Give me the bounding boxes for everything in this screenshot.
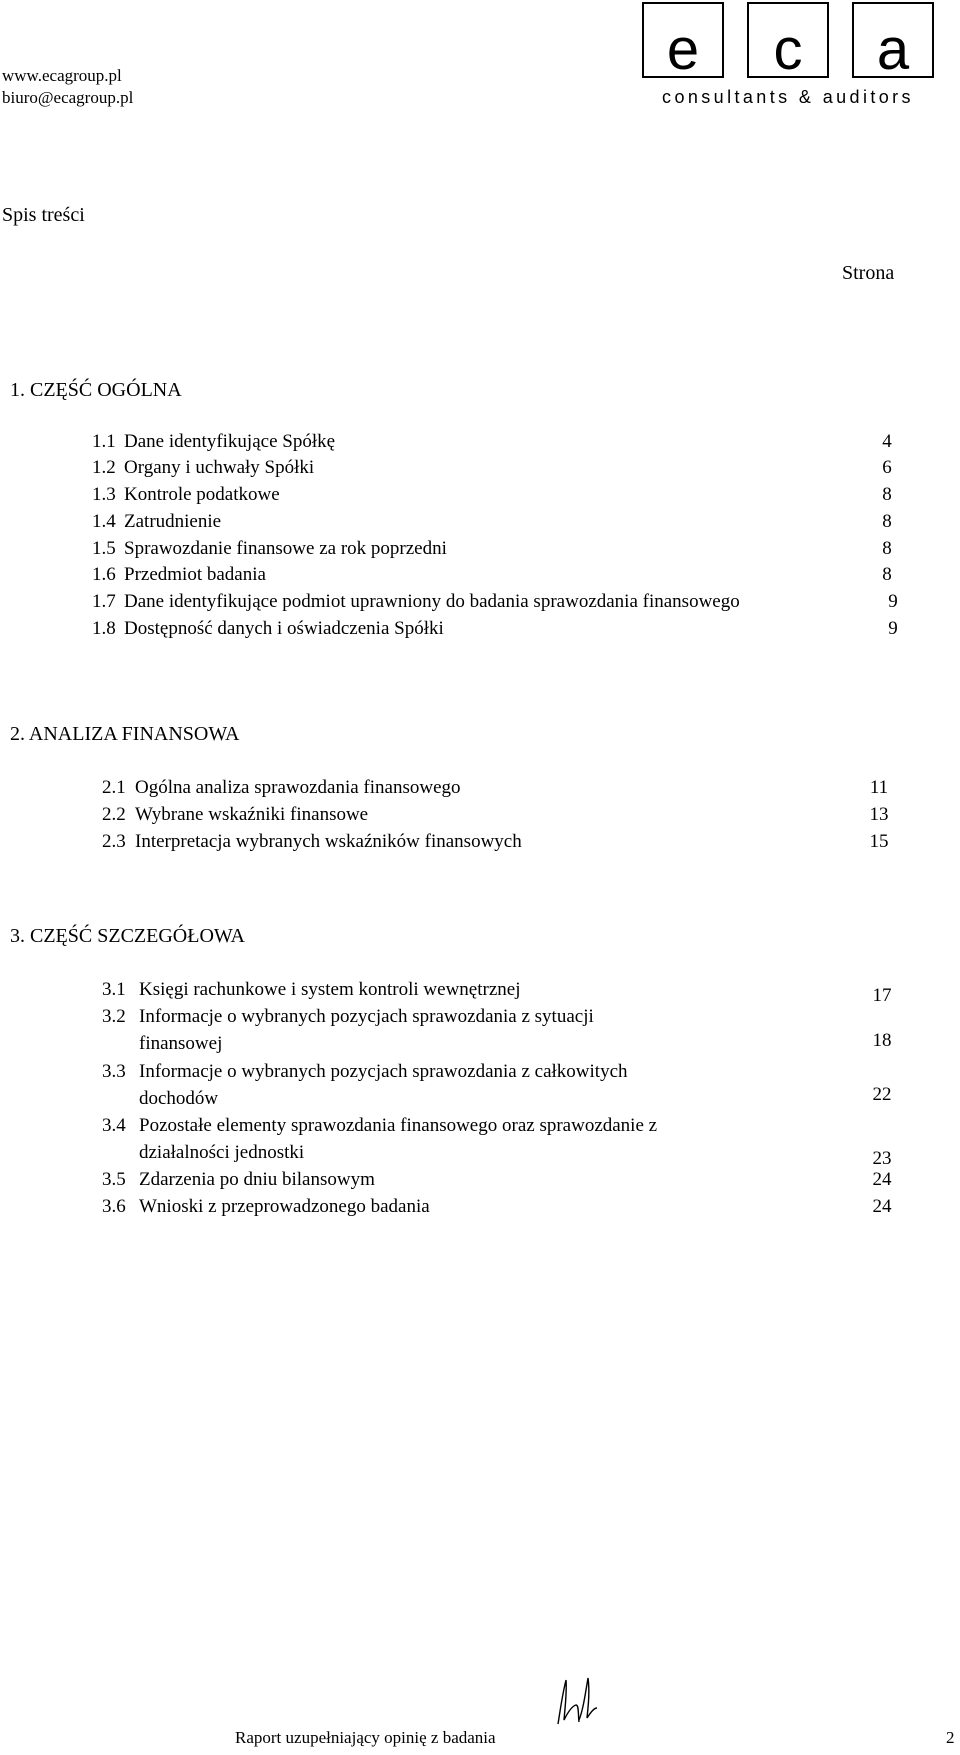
toc-item-page: 18 xyxy=(872,1030,892,1051)
toc-item-page: 22 xyxy=(872,1084,892,1105)
toc-item-number: 3.5 xyxy=(102,1169,126,1190)
section-heading-2: 2. ANALIZA FINANSOWA xyxy=(10,723,240,745)
toc-item-page: 11 xyxy=(869,777,889,798)
toc-item-number: 3.3 xyxy=(102,1061,126,1082)
toc-item-text: Księgi rachunkowe i system kontroli wewnętrznej xyxy=(139,979,521,1000)
logo-letter-a: a xyxy=(876,17,910,82)
toc-item-number: 3.1 xyxy=(102,979,126,1000)
toc-item-number: 1.4 xyxy=(92,511,116,532)
toc-item-page: 9 xyxy=(888,591,898,612)
logo-box-a xyxy=(852,2,934,82)
toc-item-text: Kontrole podatkowe xyxy=(124,484,280,505)
footer-report-title: Raport uzupełniający opinię z badania xyxy=(235,1728,496,1747)
toc-item-text: Zdarzenia po dniu bilansowym xyxy=(139,1169,375,1190)
toc-item-text: Dane identyfikujące podmiot uprawniony do badania sprawozdania finansowego xyxy=(124,591,740,612)
logo-letter-e: e xyxy=(666,17,700,82)
toc-item-text: Wnioski z przeprowadzonego badania xyxy=(139,1196,430,1217)
toc-item-page: 24 xyxy=(872,1169,892,1190)
company-logo xyxy=(642,2,934,112)
toc-item-text: Ogólna analiza sprawozdania finansowego xyxy=(135,777,461,798)
toc-item-number: 1.3 xyxy=(92,484,116,505)
toc-item-text-continued: dochodów xyxy=(139,1088,219,1109)
toc-item-number: 3.4 xyxy=(102,1115,126,1136)
toc-item-text-continued: działalności jednostki xyxy=(139,1142,305,1163)
toc-item-page: 8 xyxy=(882,564,892,585)
toc-item-page: 17 xyxy=(872,985,892,1006)
logo-box-e xyxy=(642,2,724,82)
page-title: Spis treści xyxy=(2,204,85,226)
toc-item-page: 4 xyxy=(882,431,892,452)
toc-item-number: 1.2 xyxy=(92,457,116,478)
toc-item-text: Dostępność danych i oświadczenia Spółki xyxy=(124,618,444,639)
section-heading-3: 3. CZĘŚĆ SZCZEGÓŁOWA xyxy=(10,925,245,947)
logo-box-c xyxy=(747,2,829,82)
toc-item-number: 2.1 xyxy=(102,777,126,798)
toc-item-number: 1.1 xyxy=(92,431,116,452)
toc-item-text: Informacje o wybranych pozycjach sprawozdania z całkowitych xyxy=(139,1061,628,1082)
toc-item-text: Sprawozdanie finansowe za rok poprzedni xyxy=(124,538,447,559)
toc-item-page: 9 xyxy=(888,618,898,639)
toc-item-text: Organy i uchwały Spółki xyxy=(124,457,315,478)
toc-item-text: Informacje o wybranych pozycjach sprawozdania z sytuacji xyxy=(139,1006,594,1027)
toc-item-page: 15 xyxy=(869,831,889,852)
toc-item-page: 8 xyxy=(882,484,892,505)
toc-item-page: 8 xyxy=(882,538,892,559)
logo-tagline: consultants & auditors xyxy=(662,87,914,107)
toc-item-number: 1.5 xyxy=(92,538,116,559)
website-link[interactable]: www.ecagroup.pl xyxy=(2,66,122,85)
logo-letter-c: c xyxy=(773,17,803,82)
toc-item-page: 23 xyxy=(872,1148,892,1169)
toc-item-page: 8 xyxy=(882,511,892,532)
email-link[interactable]: biuro@ecagroup.pl xyxy=(2,88,134,107)
toc-item-text: Dane identyfikujące Spółkę xyxy=(124,431,336,452)
toc-item-text: Zatrudnienie xyxy=(124,511,222,532)
toc-item-number: 3.6 xyxy=(102,1196,126,1217)
toc-item-text: Interpretacja wybranych wskaźników finansowych xyxy=(135,831,522,852)
toc-item-number: 3.2 xyxy=(102,1006,126,1027)
toc-item-number: 2.2 xyxy=(102,804,126,825)
toc-item-text: Pozostałe elementy sprawozdania finansowego oraz sprawozdanie z xyxy=(139,1115,658,1136)
toc-item-number: 2.3 xyxy=(102,831,126,852)
toc-item-page: 24 xyxy=(872,1196,892,1217)
signature-mark xyxy=(552,1672,604,1732)
toc-item-text-continued: finansowej xyxy=(139,1033,223,1054)
toc-item-number: 1.8 xyxy=(92,618,116,639)
toc-item-text: Przedmiot badania xyxy=(124,564,266,585)
toc-item-text: Wybrane wskaźniki finansowe xyxy=(135,804,369,825)
page-column-label: Strona xyxy=(842,262,895,284)
toc-item-number: 1.6 xyxy=(92,564,116,585)
section-heading-1: 1. CZĘŚĆ OGÓLNA xyxy=(10,379,182,401)
toc-item-number: 1.7 xyxy=(92,591,116,612)
footer-page-number: 2 xyxy=(946,1728,955,1747)
toc-item-page: 6 xyxy=(882,457,892,478)
toc-item-page: 13 xyxy=(869,804,889,825)
